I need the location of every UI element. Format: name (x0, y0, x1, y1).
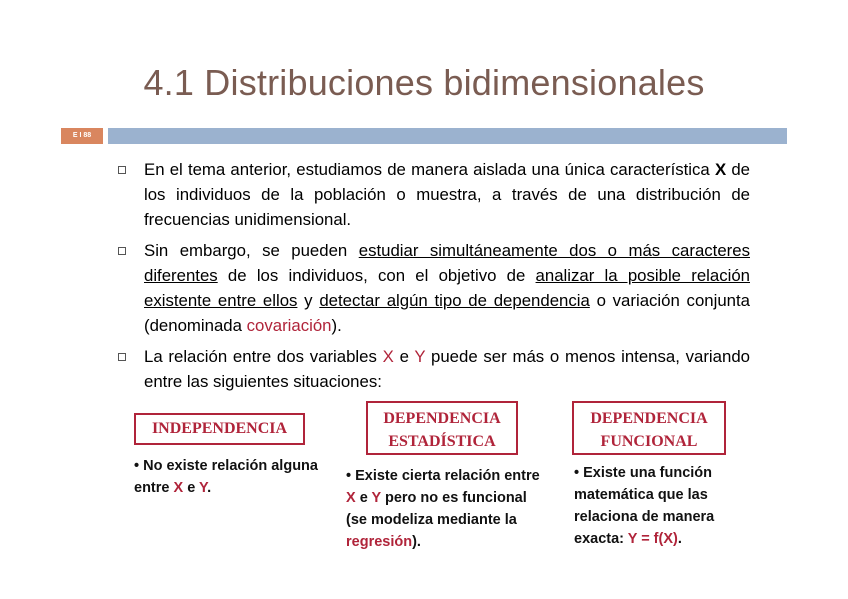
square-bullet-icon (118, 166, 126, 174)
bullet-text: puede ser más o menos intensa, variando entre las siguientes situaciones: (144, 347, 750, 391)
page-number-badge: E I 88 (61, 128, 103, 144)
bullet-text: e (393, 347, 415, 366)
estadistica-description: • Existe cierta relación entre X e Y pero no es funcional (se modeliza mediante la regresión). (346, 468, 540, 550)
term-regresion: regresión (346, 534, 413, 550)
underlined-text: analizar la posible relación existente entre ellos (144, 266, 750, 310)
variable-y: Y (199, 480, 208, 496)
term-covariacion: covariación (246, 316, 332, 335)
independencia-box: INDEPENDENCIA (134, 413, 305, 445)
bullet-text: Sin embargo, se pueden (144, 241, 359, 260)
dependencia-estadistica-box (366, 401, 518, 455)
square-bullet-icon (118, 247, 126, 255)
title-underline-bar (108, 128, 787, 144)
bullet-item-1 (118, 157, 750, 232)
independencia-description: • No existe relación alguna entre X e Y. (134, 458, 318, 496)
bullet-text: La relación entre dos variables (144, 347, 383, 366)
bullet-text: o variación conjunta (denominada (144, 291, 750, 335)
box-label-line: DEPENDENCIA (383, 410, 501, 427)
funcional-description: • Existe una función matemática que las relaciona de manera exacta: Y = f(X). (574, 465, 715, 547)
bullet-list (118, 157, 750, 400)
underlined-text: estudiar simultáneamente dos o más caracteres diferentes (144, 241, 750, 285)
bullet-item-2 (118, 238, 750, 338)
bullet-text: de los individuos, con el objetivo de (217, 266, 536, 285)
square-bullet-icon (118, 353, 126, 361)
box-label-line: ESTADÍSTICA (388, 433, 496, 450)
variable-x: X (714, 160, 727, 179)
slide-title: 4.1 Distribuciones bidimensionales (143, 62, 705, 103)
bullet-text: En el tema anterior, estudiamos de manera aislada una única característica (144, 160, 715, 179)
variable-x: X (173, 480, 184, 496)
bullet-item-3 (118, 344, 750, 394)
variable-y: Y (371, 490, 381, 506)
underlined-text: detectar algún tipo de dependencia (319, 291, 590, 310)
variable-x: X (346, 490, 356, 506)
variable-y: Y (414, 347, 426, 366)
bullet-text: de los individuos de la población o muestra, a través de una distribución de frecuencias unidimensional. (144, 160, 750, 229)
bullet-text: y (297, 291, 320, 310)
box-label-line: DEPENDENCIA (590, 410, 708, 427)
bullet-text: ). (331, 316, 342, 335)
variable-x: X (382, 347, 394, 366)
formula-y-fx: Y = f(X) (627, 531, 678, 547)
dependencia-funcional-box (572, 401, 726, 455)
box-label-line: FUNCIONAL (600, 433, 698, 450)
